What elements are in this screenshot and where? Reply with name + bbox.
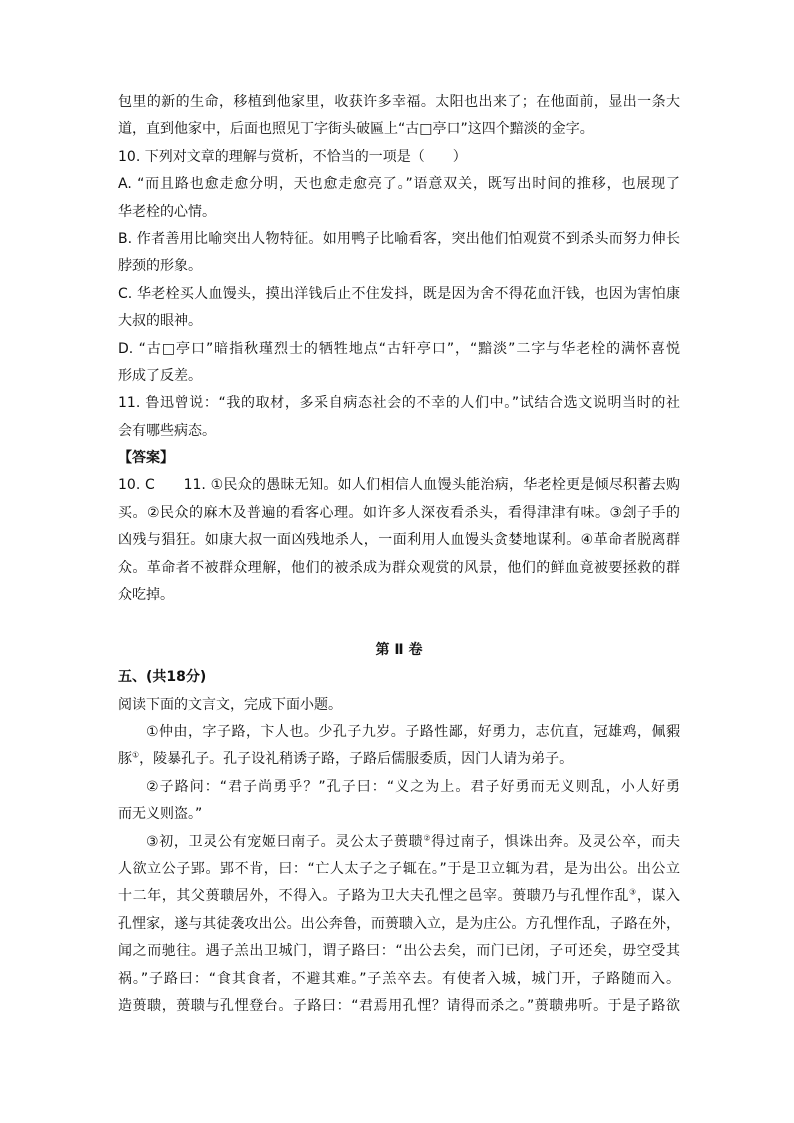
option-d-cont: 形成了反差。 [118,367,202,384]
paragraph-2-line: ②子路问：“君子尚勇乎？”孔子曰：“义之为上。君子好勇而无义则乱，小人好勇 [146,778,680,795]
text: ③初，卫灵公有宠姬曰南子。灵公太子蒉聩 [146,833,424,850]
answer-line: 10. C 11. ①民众的愚昧无知。如人们相信人血馒头能治病，华老栓更是倾尽积蓄去购 [118,477,680,494]
answer-line: 凶残与猖狂。如康大叔一面凶残地杀人，一面利用人血馒头贪婪地谋利。④革命者脱离群 [118,532,680,549]
question-10-stem: 10. 下列对文章的理解与赏析，不恰当的一项是（ ） [118,148,467,165]
text: 十二年，其父蒉聩居外，不得入。子路为卫大夫孔悝之邑宰。蒉聩乃与孔悝作乱 [118,888,630,905]
paragraph-1-line: ①仲由，字子路，卞人也。少孔子九岁。子路性鄙，好勇力，志伉直，冠雄鸡，佩豭 [146,723,680,740]
section-title: 第 Ⅱ 卷 [375,641,423,658]
paragraph-3-line [118,829,680,856]
option-b-cont: 脖颈的形象。 [118,258,202,275]
option-a-cont: 华老栓的心情。 [118,203,216,220]
paragraph-3-line [118,883,680,910]
document-page [118,89,680,1020]
text: ，谋入 [636,888,681,905]
question-11-stem: 11. 鲁迅曾说：“我的取材，多采自病态社会的不幸的人们中。”试结合选文说明当时的社 [118,395,680,412]
text: 得过南子，惧诛出奔。及灵公卒，而夫 [431,833,681,850]
text: ，陵暴孔子。孔子设礼稍诱子路，子路后儒服委质，因门人请为弟子。 [139,751,574,768]
passage-line: 包里的新的生命，移植到他家里，收获许多幸福。太阳也出来了；在他面前，显出一条大 [118,94,680,110]
option-a: A. “而且路也愈走愈分明，天也愈走愈亮了。”语意双关，既写出时间的推移，也展现了 [118,176,680,193]
option-d: D. “古□亭口”暗指秋瑾烈士的牺牲地点“古轩亭口”，“黯淡”二字与华老栓的满怀喜悦 [118,340,680,357]
answer-heading: 【答案】 [118,450,174,467]
paragraph-3-line: 人欲立公子郢。郢不肯，曰：“亡人太子之子辄在。”于是卫立辄为君，是为出公。出公立 [118,860,680,877]
paragraph-2-line: 而无义则盗。” [118,806,203,823]
footnote-mark: ③ [629,887,637,897]
section-heading: 五、(共18分) [118,669,207,686]
passage-line: 道，直到他家中，后面也照见丁字街头破匾上“古□亭口”这四个黯淡的金字。 [118,121,594,138]
answer-line: 买。②民众的麻木及普遍的看客心理。如许多人深夜看杀头，看得津津有味。③刽子手的 [118,504,680,521]
paragraph-1-line [118,746,680,773]
option-c-cont: 大叔的眼神。 [118,313,202,330]
paragraph-3-line: 闻之而驰往。遇子羔出卫城门，谓子路曰：“出公去矣，而门已闭，子可还矣，毋空受其 [118,943,680,960]
instruction: 阅读下面的文言文，完成下面小题。 [118,696,342,713]
question-11-cont: 会有哪些病态。 [118,422,216,439]
option-b: B. 作者善用比喻突出人物特征。如用鸭子比喻看客，突出他们怕观赏不到杀头而努力伸长 [118,230,680,247]
paragraph-3-line: 造蒉聩，蒉聩与孔悝登台。子路曰：“君焉用孔悝？请得而杀之。”蒉聩弗听。于是子路欲 [118,997,680,1014]
option-c: C. 华老栓买人血馒头，摸出洋钱后止不住发抖，既是因为舍不得花血汗钱，也因为害怕康 [118,285,680,302]
answer-line: 众。革命者不被群众理解，他们的被杀成为群众观赏的风景，他们的鲜血竟被要拯救的群 [118,559,680,576]
paragraph-3-line: 祸。”子路曰：“食其食者，不避其难。”子羔卒去。有使者入城，城门开，子路随而入。 [118,970,680,987]
spacer [118,609,680,636]
paragraph-3-line: 孔悝家，遂与其徒袭攻出公。出公奔鲁，而蒉聩入立，是为庄公。方孔悝作乱，子路在外， [118,915,680,932]
answer-line: 众吃掉。 [118,587,174,604]
footnote-mark: ① [132,750,140,760]
footnote-mark: ② [423,832,432,842]
text: 豚 [118,751,132,768]
